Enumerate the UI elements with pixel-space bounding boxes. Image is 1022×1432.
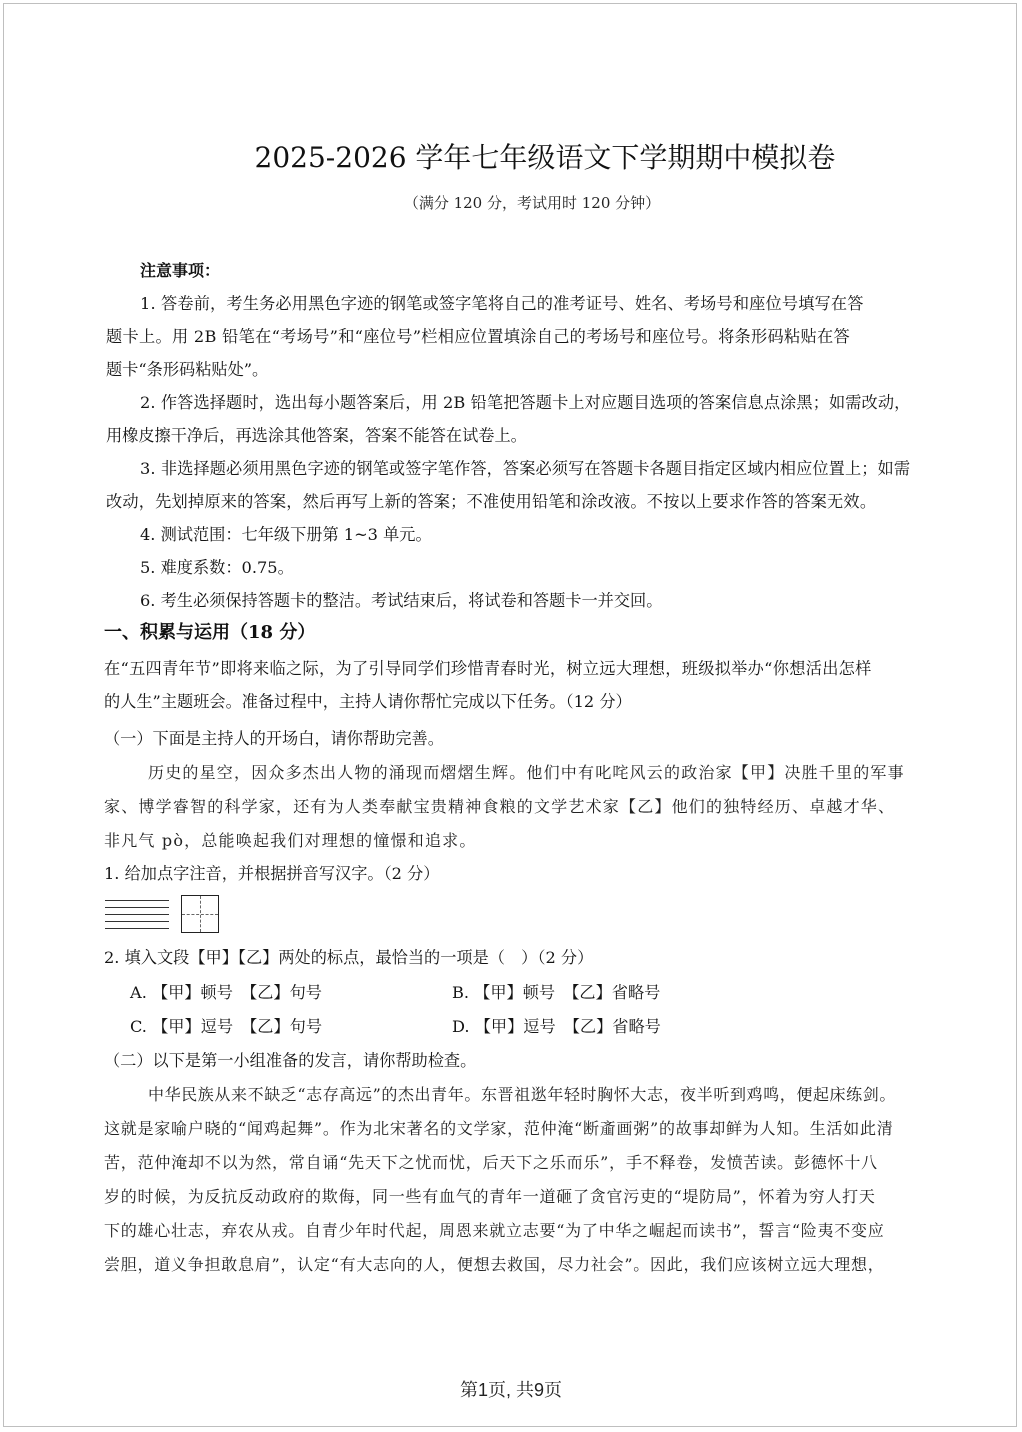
question-1: 1. 给加点字注音，并根据拼音写汉字。（2 分） [104, 864, 440, 883]
intro-line: 在“五四青年节”即将来临之际，为了引导同学们珍惜青春时光，树立远大理想，班级拟举办“你想活出怎样 [104, 659, 872, 678]
notice-line: 用橡皮擦干净后，再选涂其他答案，答案不能答在试卷上。 [106, 426, 527, 445]
notice-heading: 注意事项： [140, 261, 221, 280]
notice-line: 题卡“条形码粘贴处”。 [106, 360, 269, 379]
passage1-line: 历史的星空，因众多杰出人物的涌现而熠熠生辉。他们中有叱咤风云的政治家【甲】决胜千里的军事 [148, 763, 905, 782]
notice-line: 6. 考生必须保持答题卡的整洁。考试结束后，将试卷和答题卡一并交回。 [140, 591, 663, 610]
exam-subtitle: （满分 120 分，考试用时 120 分钟） [403, 194, 661, 212]
notice-line: 3. 非选择题必须用黑色字迹的钢笔或签字笔作答，答案必须写在答题卡各题目指定区域内相应位置上；如需 [140, 459, 911, 478]
part1-heading: （一）下面是主持人的开场白，请你帮助完善。 [104, 729, 444, 748]
hanzi-answer-box[interactable] [181, 895, 219, 933]
option-c: C. 【甲】逗号 【乙】句号 [130, 1017, 323, 1036]
passage1-line: 非凡气 pò，总能唤起我们对理想的憧憬和追求。 [104, 831, 477, 850]
part2-heading: （二）以下是第一小组准备的发言，请你帮助检查。 [104, 1051, 477, 1070]
notice-line: 1. 答卷前，考生务必用黑色字迹的钢笔或签字笔将自己的准考证号、姓名、考场号和座位号填写在答 [140, 294, 864, 313]
notice-line: 题卡上。用 2B 铅笔在“考场号”和“座位号”栏相应位置填涂自己的考场号和座位号。将条形码粘贴在答 [106, 327, 850, 346]
page-indicator: 第1页, 共9页 [459, 1380, 563, 1400]
pinyin-answer-lines[interactable] [105, 900, 169, 932]
notice-line: 4. 测试范围：七年级下册第 1~3 单元。 [140, 525, 432, 544]
passage2-line: 中华民族从来不缺乏“志存高远”的杰出青年。东晋祖逖年轻时胸怀大志，夜半听到鸡鸣，便起床练剑。 [148, 1085, 896, 1104]
option-b: B. 【甲】顿号 【乙】省略号 [452, 983, 661, 1002]
passage2-line: 下的雄心壮志，弃农从戎。自青少年时代起，周恩来就立志要“为了中华之崛起而读书”，誓言“险夷不变应 [104, 1221, 885, 1240]
question-2: 2. 填入文段【甲】【乙】两处的标点，最恰当的一项是（ ）（2 分） [104, 948, 594, 967]
passage2-line: 尝胆，道义争担敢息肩”，认定“有大志向的人，便想去救国，尽力社会”。因此，我们应该树立远大理想， [104, 1255, 885, 1274]
exam-title: 2025-2026 学年七年级语文下学期期中模拟卷 [254, 141, 836, 174]
option-d: D. 【甲】逗号 【乙】省略号 [452, 1017, 661, 1036]
passage2-line: 苦，范仲淹却不以为然，常自诵“先天下之忧而忧，后天下之乐而乐”，手不释卷，发愤苦读。彭德怀十八 [104, 1153, 878, 1172]
passage2-line: 这就是家喻户晓的“闻鸡起舞”。作为北宋著名的文学家，范仲淹“断齑画粥”的故事却鲜为人知。生活如此清 [104, 1119, 894, 1138]
notice-line: 改动，先划掉原来的答案，然后再写上新的答案；不准使用铅笔和涂改液。不按以上要求作答的答案无效。 [106, 492, 877, 511]
notice-line: 5. 难度系数：0.75。 [140, 558, 294, 577]
passage2-line: 岁的时候，为反抗反动政府的欺侮，同一些有血气的青年一道砸了贪官污吏的“堤防局”，怀着为穷人打天 [104, 1187, 876, 1206]
passage1-line: 家、博学睿智的科学家，还有为人类奉献宝贵精神食粮的文学艺术家【乙】他们的独特经历、卓越才华、 [104, 797, 896, 816]
notice-line: 2. 作答选择题时，选出每小题答案后，用 2B 铅笔把答题卡上对应题目选项的答案信息点涂黑；如需改动， [140, 393, 911, 412]
intro-line: 的人生”主题班会。准备过程中，主持人请你帮忙完成以下任务。（12 分） [104, 692, 632, 711]
section-heading: 一、积累与运用（18 分） [104, 622, 316, 643]
option-a: A. 【甲】顿号 【乙】句号 [130, 983, 322, 1002]
